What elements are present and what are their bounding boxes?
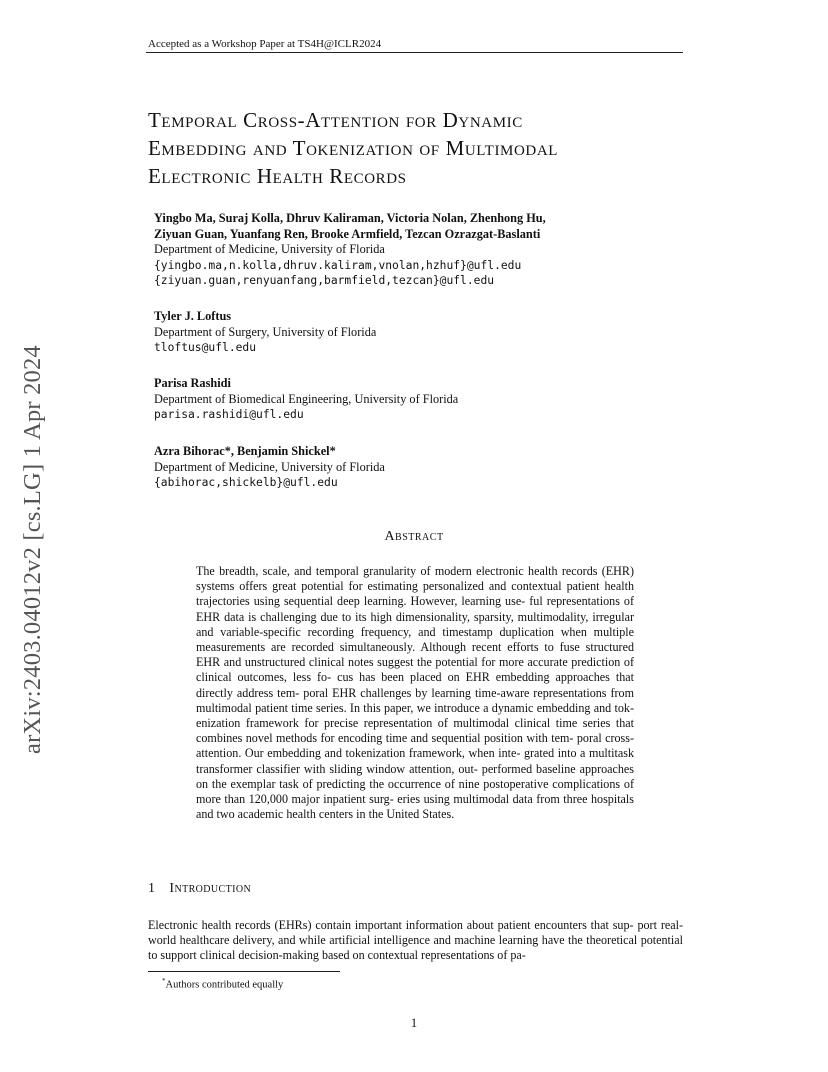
page-number: 1: [410, 1016, 418, 1030]
author-affiliation: Department of Medicine, University of Florida: [154, 459, 385, 474]
author-block-medicine: [154, 211, 546, 289]
author-email[interactable]: {abihorac,shickelb}@ufl.edu: [154, 476, 338, 489]
footnote: [162, 977, 283, 991]
author-names: Tyler J. Loftus: [154, 309, 232, 323]
author-email[interactable]: {ziyuan.guan,renyuanfang,barmfield,tezcan}@ufl.edu: [154, 274, 495, 287]
abstract-line: of nine postoperative complications of more than 120,000 major inpatient surg-: [196, 776, 634, 807]
abstract-line: eries using multimodal data from three hospitals and two academic health centers: [196, 792, 634, 822]
author-email[interactable]: {yingbo.ma,n.kolla,dhruv.kaliram,vnolan,hzhuf}@ufl.edu: [154, 258, 522, 272]
abstract-line: that combines novel methods for encoding time and sequential position with tem-: [196, 716, 634, 746]
intro-line: theoretical potential to support clinical decision-making based on contextual representations of pa-: [148, 933, 684, 963]
title-line: Temporal Cross-Attention for Dynamic: [148, 108, 523, 132]
header-rule: [146, 52, 683, 53]
abstract-line: poral cross-attention. Our embedding and tokenization framework, when inte-: [196, 731, 634, 761]
author-block-corresponding: [154, 444, 385, 491]
title-line: Embedding and Tokenization of Multimodal: [148, 136, 559, 160]
abstract-line: grated into a multitask transformer classifier with sliding window attention, out-: [196, 746, 634, 776]
abstract-heading: Abstract: [384, 529, 444, 544]
footnote-rule: [148, 971, 340, 972]
author-affiliation: Department of Biomedical Engineering, University of Florida: [154, 391, 459, 406]
author-names: Parisa Rashidi: [154, 376, 231, 390]
abstract-line: in the United States.: [356, 807, 455, 822]
running-head: Accepted as a Workshop Paper at TS4H@ICLR2024: [148, 38, 382, 50]
author-block-surgery: [154, 309, 376, 356]
abstract-line: suggest the potential for more accurate prediction of clinical outcomes, less fo-: [196, 655, 634, 685]
author-names: Yingbo Ma, Suraj Kolla, Dhruv Kaliraman, Victoria Nolan, Zhenhong Hu,: [154, 211, 546, 225]
paper-title: [148, 106, 708, 190]
intro-line: Electronic health records (EHRs) contain important information about patient encounters that sup-: [148, 918, 634, 932]
abstract-line: sparsity, multimodality, irregular and variable-specific recording frequency, and: [196, 609, 634, 639]
abstract-line: (EHR) systems offers great potential for estimating personalized and contextual: [196, 564, 634, 594]
abstract-line: cus has been placed on EHR embedding approaches that directly address tem-: [196, 670, 634, 700]
author-names: Ziyuan Guan, Yuanfang Ren, Brooke Armfield, Tezcan Ozrazgat-Baslanti: [154, 226, 541, 241]
footnote-text: Authors contributed equally: [165, 979, 284, 991]
abstract-line: The breadth, scale, and temporal granularity of modern electronic health records: [196, 564, 602, 578]
author-email[interactable]: parisa.rashidi@ufl.edu: [154, 408, 304, 421]
abstract-line: timestamp duplication when multiple measurements are recorded simultaneously.: [196, 624, 634, 655]
section-title: Introduction: [169, 881, 252, 896]
abstract-line: patient health trajectories using sequential deep learning. However, learning use-: [196, 579, 635, 609]
author-affiliation: Department of Medicine, University of Florida: [154, 242, 385, 256]
footnote-marker: *: [162, 977, 166, 985]
abstract-line: patient time series. In this paper, we introduce a dynamic embedding and tok-: [255, 700, 634, 715]
abstract-line: performed baseline approaches on the exemplar task of predicting the occurrence: [196, 761, 634, 791]
arxiv-stamp: arXiv:2403.04012v2 [cs.LG] 1 Apr 2024: [19, 345, 46, 754]
author-names: Azra Bihorac*, Benjamin Shickel*: [154, 444, 336, 458]
section-number: 1: [148, 881, 156, 896]
intro-paragraph: [148, 918, 683, 964]
abstract-line: poral EHR challenges by learning time-aware representations from multimodal: [196, 685, 634, 715]
author-block-biomedical: [154, 376, 458, 423]
abstract-line: Although recent efforts to fuse structured EHR and unstructured clinical notes: [196, 640, 634, 670]
intro-line: port real-world healthcare delivery, and while artificial intelligence and machine learning have the: [148, 918, 683, 948]
abstract-body: [196, 564, 634, 822]
abstract-line: enization framework for precise representation of multimodal clinical time series: [196, 716, 616, 731]
author-email[interactable]: tloftus@ufl.edu: [154, 341, 257, 354]
title-line: Electronic Health Records: [148, 164, 407, 188]
abstract-line: ful representations of EHR data is challenging due to its high dimensionality,: [196, 594, 635, 624]
section-heading: [148, 881, 251, 897]
author-affiliation: Department of Surgery, University of Florida: [154, 324, 377, 339]
